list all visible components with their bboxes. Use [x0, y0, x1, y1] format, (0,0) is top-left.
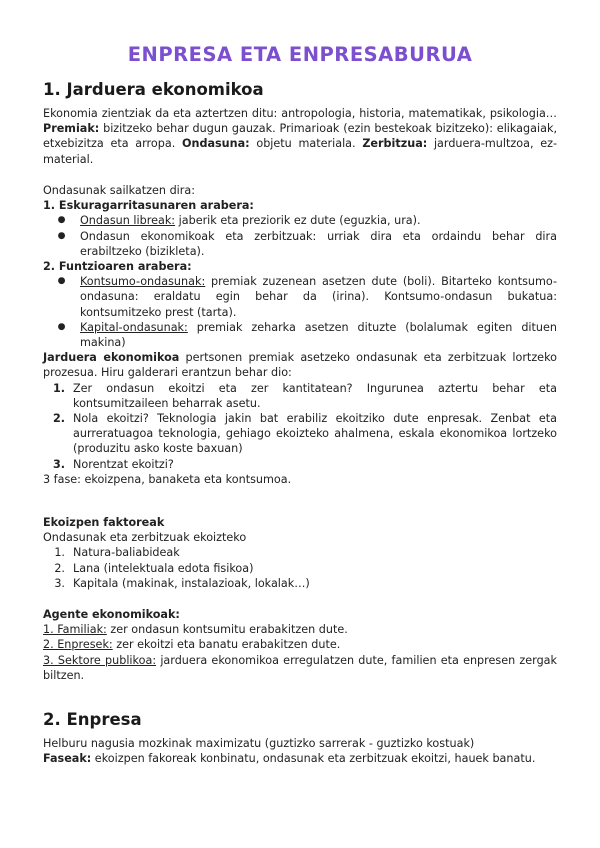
faktoreak-block	[43, 515, 557, 591]
list-item: ● Kontsumo-ondasunak: premiak zuzenean asetzen dute (boli). Bitarteko kontsumo-ondasuna: eraldatu egin behar da (irina). Kontsumo-ondasun bukatua: kontsumitzeko prest (tarta).	[43, 274, 557, 320]
document-title: ENPRESA ETA ENPRESABURUA	[127, 43, 473, 66]
faktoreak-list	[43, 545, 557, 591]
list-text: Lana (intelektuala edota fisikoa)	[73, 561, 254, 575]
faktoreak-title: Ekoizpen faktoreak	[43, 516, 165, 529]
eskuragarritasuna-title: 1. Eskuragarritasunaren arabera:	[43, 199, 254, 213]
list-text: Kapitala (makinak, instalazioak, lokalak…)	[73, 576, 310, 590]
list-text: Zer ondasun ekoitzi eta zer kantitatean? Ingurunea aztertu behar eta kontsumitzaileen beharrak asetu.	[73, 381, 557, 410]
bullet-icon: ●	[57, 276, 66, 287]
list-item: ● Ondasun ekonomikoak eta zerbitzuak: urriak dira eta ordaindu behar dira erabiltzeko (bizikleta).	[43, 229, 557, 259]
bullet-icon: ●	[57, 215, 66, 226]
intro-paragraph: Ekonomia zientziak da eta aztertzen ditu: antropologia, historia, matematikak, psikologia… Premiak: bizitzeko behar dugun gauzak. Primarioak (ezin bestekoak bizitzeko): elikagaiak, etxebizitza eta arropa. Ondasuna: objetu materiala. Zerbitzua: jarduera-multzoa, ez-material.	[43, 107, 558, 166]
list-item	[43, 561, 557, 576]
fases-line: 3 fase: ekoizpena, banaketa eta kontsumoa.	[43, 472, 292, 486]
bullet-icon: ●	[57, 230, 66, 241]
list-item: ● Ondasun libreak: jaberik eta preziorik ez dute (eguzkia, ura).	[43, 213, 557, 228]
list-item	[43, 457, 557, 472]
questions-list	[43, 381, 557, 472]
faseak-line: Faseak: ekoizpen fakoreak konbinatu, ondasunak eta zerbitzuak ekoitzi, hauek banatu.	[43, 752, 536, 766]
helburu-line: Helburu nagusia mozkinak maximizatu (guztizko sarrerak - guztizko kostuak)	[43, 737, 475, 750]
agente-sektore-publikoa: 3. Sektore publikoa: jarduera ekonomikoa erregulatzen dute, familien eta enpresen zergak biltzen.	[43, 653, 558, 682]
list-text: Nola ekoitzi? Teknologia jakin bat erabiliz ekoitziko dute enpresak. Zenbat eta aurreratuagoa teknologia, gehiago ekoizteko ahalmena, eskala ekonomikoa lortzeko (produzitu asko koste baxuan)	[73, 412, 557, 456]
list-text: Norentzat ekoitzi?	[73, 457, 174, 471]
funtzioa-title: 2. Funtzioaren arabera:	[43, 260, 192, 274]
ondasunak-intro: Ondasunak sailkatzen dira:	[43, 184, 196, 197]
agente-enpresak: 2. Enpresek: zer ekoitzi eta banatu erabakitzen dute.	[43, 638, 341, 652]
list-text: Natura-baliabideak	[73, 546, 180, 560]
agenteak-block	[43, 607, 557, 683]
list-number: 2.	[52, 412, 65, 426]
list-item	[43, 381, 557, 411]
list-number: 3.	[54, 576, 65, 590]
list-item	[43, 576, 557, 591]
list-item	[43, 411, 557, 457]
list-number: 1.	[52, 381, 65, 395]
bullet-icon: ●	[57, 321, 66, 332]
list-number: 2.	[54, 561, 65, 575]
section-heading-enpresa: 2. Enpresa	[43, 710, 142, 729]
list-number: 3.	[52, 457, 65, 471]
list-item	[43, 545, 557, 560]
list-number: 1.	[54, 546, 65, 560]
enpresa-paragraph	[43, 736, 557, 766]
agenteak-title: Agente ekonomikoak:	[43, 608, 180, 621]
agente-familiak: 1. Familiak: zer ondasun kontsumitu erabakitzen dute.	[43, 623, 348, 637]
list-item: ● Kapital-ondasunak: premiak zeharka asetzen dituzte (bolalumak egiten dituen makina)	[43, 320, 557, 350]
section-heading-jarduera: 1. Jarduera ekonomikoa	[43, 80, 264, 99]
classification-block	[43, 183, 557, 487]
faktoreak-subtitle: Ondasunak eta zerbitzuak ekoizteko	[43, 531, 247, 545]
jarduera-definition: Jarduera ekonomikoa pertsonen premiak asetzeko ondasunak eta zerbitzuak lortzeko prozesua. Hiru galderari erantzun behar dio:	[43, 351, 557, 380]
